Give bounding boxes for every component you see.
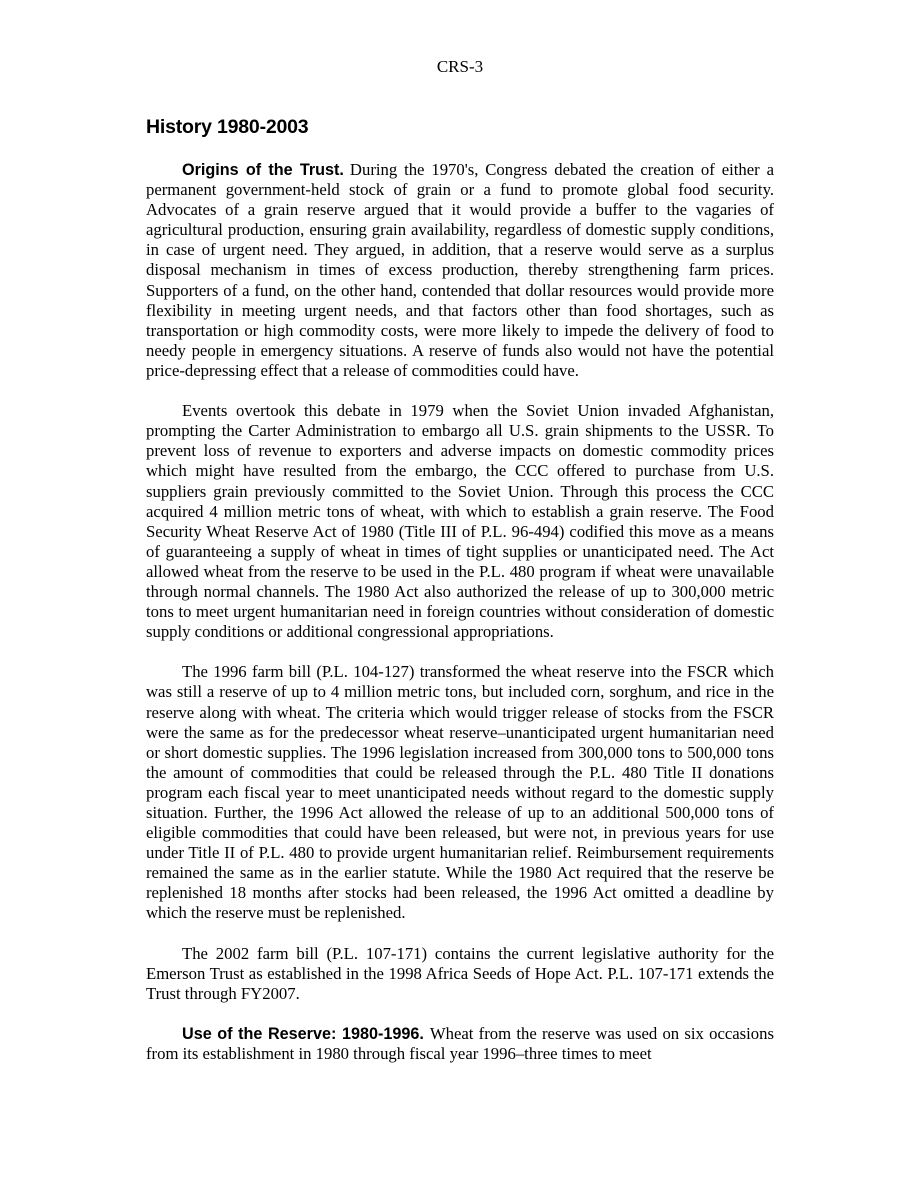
paragraph-1996-farm-bill	[146, 662, 774, 923]
run-in-heading: Origins of the Trust.	[182, 161, 344, 179]
paragraph-text: Events overtook this debate in 1979 when the Soviet Union invaded Afghanistan, prompting the Carter Administration to embargo all U.S. grain shipments to the USSR. To prevent loss of revenue to exporters and adverse impacts on domestic commodity prices which might have resulted from the embargo, the CCC offered to purchase from U.S. suppliers grain previously committed to the Soviet Union. Through this process the CCC acquired 4 million metric tons of wheat, with which to establish a grain reserve. The Food Security Wheat Reserve Act of 1980 (Title III of P.L. 96-494) codified this move as a means of guaranteeing a supply of wheat in times of tight supplies or unanticipated need. The Act allowed wheat from the reserve to be used in the P.L. 480 program if wheat were unavailable through normal channels. The 1980 Act also authorized the release of up to 300,000 metric tons to meet urgent humanitarian need in foreign countries without consideration of domestic supply conditions or additional congressional appropriations.	[146, 401, 774, 642]
paragraph-origins-of-the-trust	[146, 160, 774, 381]
paragraph-2002-farm-bill	[146, 944, 774, 1004]
run-in-heading: Use of the Reserve: 1980-1996.	[182, 1025, 424, 1044]
paragraph-text: Wheat from the reserve was used on six occasions from its establishment in 1980 through fiscal year 1996–three times to meet	[146, 1024, 774, 1064]
paragraph-use-of-the-reserve	[146, 1024, 774, 1064]
body-text	[146, 160, 774, 1084]
paragraph-text: The 2002 farm bill (P.L. 107-171) contains the current legislative authority for the Emerson Trust as established in the 1998 Africa Seeds of Hope Act. P.L. 107-171 extends the Trust through FY2007.	[146, 943, 774, 1003]
paragraph-text: The 1996 farm bill (P.L. 104-127) transformed the wheat reserve into the FSCR which was still a reserve of up to 4 million metric tons, but included corn, sorghum, and rice in the reserve along with wheat. The criteria which would trigger release of stocks from the FSCR were the same as for the predecessor wheat reserve–unanticipated urgent humanitarian need or short domestic supplies. The 1996 legislation increased from 300,000 tons to 500,000 tons the amount of commodities that could be released through the P.L. 480 Title II donations program each fiscal year to meet unanticipated needs without regard to the domestic supply situation. Further, the 1996 Act allowed the release of up to an additional 500,000 tons of eligible commodities that could have been released, but were not, in previous years for use under Title II of P.L. 480 to provide urgent humanitarian relief. Reimbursement requirements remained the same as in the earlier statute. While the 1980 Act required that the reserve be replenished 18 months after stocks had been released, the 1996 Act omitted a deadline by which the reserve must be replenished.	[146, 662, 774, 923]
section-heading: History 1980-2003	[146, 116, 309, 138]
page-number: CRS-3	[436, 57, 484, 76]
paragraph-soviet-embargo	[146, 401, 774, 642]
paragraph-text: During the 1970's, Congress debated the creation of either a permanent government-held stock of grain or a fund to promote global food security. Advocates of a grain reserve argued that it would provide a buffer to the vagaries of agricultural production, ensuring grain availability, regardless of domestic supply conditions, in case of urgent need. They argued, in addition, that a reserve would serve as a surplus disposal mechanism in times of excess production, thereby strengthening farm prices. Supporters of a fund, on the other hand, contended that dollar resources would provide more flexibility in meeting urgent needs, and that factors other than food shortages, such as transportation or high commodity costs, were more likely to impede the delivery of food to needy people in emergency situations. A reserve of funds also would not have the potential price-depressing effect that a release of commodities could have.	[146, 160, 774, 380]
